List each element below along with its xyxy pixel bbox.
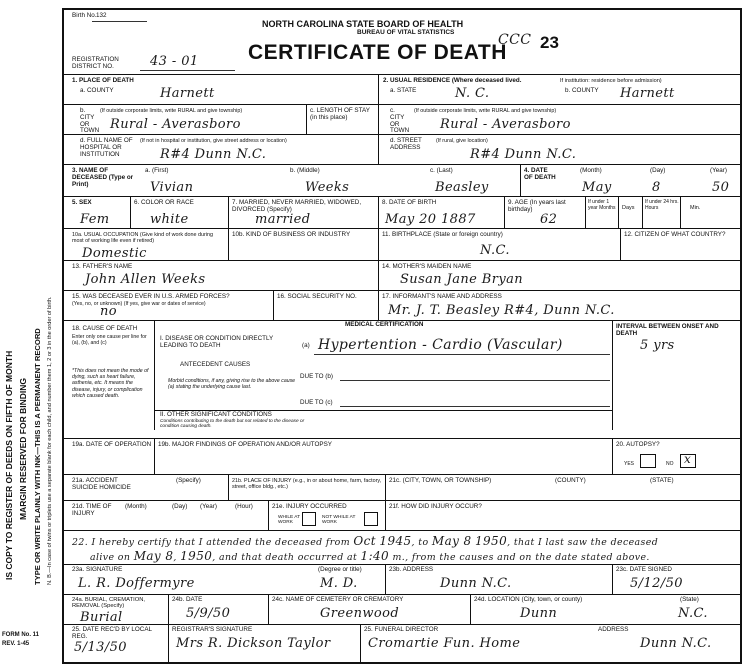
res-street-note: (If rural, give location): [436, 138, 488, 144]
due-to-c: DUE TO (c): [300, 399, 333, 406]
social-security-label: 16. SOCIAL SECURITY NO.: [277, 293, 357, 300]
injury-year-label: (Year): [200, 503, 217, 510]
pod-city-label: b. CITY OR TOWN: [80, 107, 100, 135]
registration-label: REGISTRATION DISTRICT NO.: [72, 56, 119, 70]
bureau-name: BUREAU OF VITAL STATISTICS: [357, 29, 455, 36]
death-month-value: May: [582, 180, 612, 195]
autopsy-no: NO: [666, 461, 674, 467]
signature-label: 23a. SIGNATURE: [72, 566, 123, 573]
res-city-note: (If outside corporate limits, write RURAL and give township): [414, 108, 557, 114]
sig-address-label: 23b. ADDRESS: [389, 566, 434, 573]
armed-forces-note: (Yes, no, or unknown) (If yes, give war or dates of service): [72, 301, 206, 307]
pod-county-value: Harnett: [160, 86, 215, 101]
cause-of-death-label: 18. CAUSE OF DEATH: [72, 325, 138, 332]
while-at-work-label: WHILE AT WORK: [278, 515, 300, 526]
form-revision: REV. 1-45: [2, 641, 30, 647]
due-to-b: DUE TO (b): [300, 373, 334, 380]
death-year-value: 50: [712, 180, 730, 195]
burial-date-label: 24b. DATE: [172, 596, 203, 603]
death-day-value: 8: [652, 180, 661, 195]
residence-label-note: If institution: residence before admission): [560, 78, 662, 84]
mother-label: 14. MOTHER'S MAIDEN NAME: [382, 263, 472, 270]
res-state-label: a. STATE: [390, 87, 417, 94]
res-city-label: c. CITY OR TOWN: [390, 107, 410, 135]
occupation-label: 10a. USUAL OCCUPATION (Give kind of work done during most of working life even if retired): [72, 232, 214, 244]
medical-cert-label: MEDICAL CERTIFICATION: [345, 321, 424, 328]
funeral-director-label: 25. FUNERAL DIRECTOR: [364, 626, 439, 633]
birth-date-value: May 20 1887: [385, 212, 476, 227]
birth-date-label: 8. DATE OF BIRTH: [382, 199, 437, 206]
place-of-death-label: 1. PLACE OF DEATH: [72, 77, 134, 84]
res-state-value: N. C.: [455, 86, 490, 101]
armed-forces-label: 15. WAS DECEASED EVER IN U.S. ARMED FORCES?: [72, 293, 230, 300]
location-value: Dunn: [520, 606, 558, 621]
last-name-label: c. (Last): [430, 167, 453, 174]
injury-day-label: (Day): [172, 503, 188, 510]
attest-line-2: alive on May 8, 1950, and that death occurred at 1:40 m., from the causes and on the date stated above.: [90, 549, 650, 563]
cause-note: Enter only one cause per line for (a), (b), and (c): [72, 334, 147, 346]
marital-value: married: [255, 212, 311, 227]
date-received-value: 5/13/50: [74, 640, 127, 655]
birthplace-label: 11. BIRTHPLACE (State or foreign country): [382, 231, 503, 238]
injury-how-label: 21f. HOW DID INJURY OCCUR?: [389, 503, 482, 510]
cemetery-label: 24c. NAME OF CEMETERY OR CREMATORY: [272, 596, 404, 603]
certificate-number-hand: CCC: [498, 32, 532, 48]
age-months-label: If under 1 year Months: [588, 199, 616, 211]
operation-date-label: 19a. DATE OF OPERATION: [72, 441, 152, 448]
autopsy-yes-box[interactable]: [640, 454, 656, 468]
cemetery-value: Greenwood: [320, 606, 400, 621]
disease-label: I. DISEASE OR CONDITION DIRECTLY LEADING TO DEATH: [160, 335, 274, 349]
pod-county-label: a. COUNTY: [80, 87, 114, 94]
sex-label: 5. SEX: [72, 199, 92, 206]
while-at-work-box[interactable]: [302, 512, 316, 526]
accident-label: 21a. ACCIDENT SUICIDE HOMICIDE: [72, 477, 131, 491]
injury-county-label: (COUNTY): [555, 477, 586, 484]
armed-forces-value: no: [100, 304, 117, 319]
autopsy-mark: x: [684, 452, 692, 466]
location-state-label: (State): [680, 596, 699, 603]
location-state-value: N.C.: [678, 606, 708, 621]
death-month-label: (Month): [580, 167, 602, 174]
informant-label: 17. INFORMANT'S NAME AND ADDRESS: [382, 293, 502, 300]
injury-place-label: 21b. PLACE OF INJURY (e.g., in or about home, farm, factory, street, office bldg., etc.): [232, 478, 382, 490]
burial-date-value: 5/9/50: [186, 606, 231, 621]
res-city-value: Rural - Averasboro: [440, 117, 571, 132]
pod-city-note: (If outside corporate limits, write RURAL and give township): [100, 108, 243, 114]
middle-name-label: b. (Middle): [290, 167, 320, 174]
date-received-label: 25. DATE REC'D BY LOCAL REG.: [72, 626, 152, 640]
death-date-label: 4. DATE OF DEATH: [524, 167, 556, 181]
race-label: 6. COLOR OR RACE: [134, 199, 194, 206]
father-label: 13. FATHER'S NAME: [72, 263, 133, 270]
date-signed-label: 23c. DATE SIGNED: [616, 566, 672, 573]
father-value: John Allen Weeks: [85, 272, 206, 287]
birth-no-value: 132: [96, 12, 107, 19]
middle-name-value: Weeks: [305, 180, 350, 195]
form-number: FORM No. 11: [2, 632, 40, 638]
autopsy-label: 20. AUTOPSY?: [616, 441, 660, 448]
burial-value: Burial: [80, 610, 123, 625]
certificate-title: CERTIFICATE OF DEATH: [248, 41, 507, 64]
race-value: white: [150, 212, 189, 227]
marital-label: 7. MARRIED, NEVER MARRIED, WIDOWED, DIVORCED (Specify): [232, 199, 362, 213]
injury-time-label: 21d. TIME OF INJURY: [72, 503, 112, 517]
antecedent-note: Morbid conditions, if any, giving rise to the above cause (a) stating the underlying cause last.: [168, 378, 296, 390]
attest-line-1: 22. I hereby certify that I attended the deceased from Oct 1945, to May 8 1950, that I last saw the deceased: [72, 534, 659, 548]
res-county-label: b. COUNTY: [565, 87, 599, 94]
pod-hospital-value: R#4 Dunn N.C.: [160, 147, 267, 162]
birth-no-label: Birth No.: [72, 12, 97, 19]
registrar-sig-value: Mrs R. Dickson Taylor: [176, 636, 331, 651]
res-county-value: Harnett: [620, 86, 675, 101]
agency-name: NORTH CAROLINA STATE BOARD OF HEALTH: [262, 19, 464, 29]
injury-hour-label: (Hour): [235, 503, 253, 510]
side-note-margin: MARGIN RESERVED FOR BINDING: [18, 378, 28, 520]
location-label: 24d. LOCATION (City, town, or county): [474, 596, 583, 603]
certificate-number: 23: [540, 33, 559, 52]
signature-value: L. R. Doffermyre: [78, 576, 195, 591]
other-conditions-label: II. OTHER SIGNIFICANT CONDITIONS: [160, 411, 272, 418]
business-label: 10b. KIND OF BUSINESS OR INDUSTRY: [232, 231, 351, 238]
autopsy-yes: YES: [624, 461, 635, 467]
side-note-copy: IS COPY TO REGISTER OF DEEDS ON FIFTH OF MONTH: [4, 350, 14, 580]
last-name-value: Beasley: [435, 180, 489, 195]
other-conditions-note: Conditions contributing to the death but not related to the disease or condition causing death.: [160, 419, 305, 430]
death-year-label: (Year): [710, 167, 727, 174]
disease-value: Hypertention - Cardio (Vascular): [318, 337, 563, 353]
informant-value: Mr. J. T. Beasley R#4, Dunn N.C.: [388, 303, 615, 318]
degree-value: M. D.: [320, 576, 358, 591]
injury-city-label: 21c. (CITY, TOWN, OR TOWNSHIP): [389, 477, 492, 484]
injury-occurred-label: 21e. INJURY OCCURRED: [272, 503, 347, 510]
pod-city-value: Rural - Averasboro: [110, 117, 241, 132]
birthplace-value: N.C.: [480, 243, 510, 258]
citizen-label: 12. CITIZEN OF WHAT COUNTRY?: [624, 231, 726, 238]
director-address-value: Dunn N.C.: [640, 636, 712, 651]
interval-label: INTERVAL BETWEEN ONSET AND DEATH: [616, 323, 719, 337]
mode-note: *This does not mean the mode of dying, such as heart failure, asthenia, etc. It means the disease, injury, or complication which caused death.: [72, 368, 149, 399]
age-min-label: Min.: [690, 205, 701, 211]
injury-state-label: (STATE): [650, 477, 674, 484]
disease-mark: (a): [302, 342, 310, 349]
first-name-label: a. (First): [145, 167, 169, 174]
mother-value: Susan Jane Bryan: [400, 272, 523, 287]
interval-value: 5 yrs: [640, 338, 675, 353]
first-name-value: Vivian: [150, 180, 194, 195]
side-note-ink: TYPE OR WRITE PLAINLY WITH INK—THIS IS A PERMANENT RECORD: [33, 328, 42, 585]
funeral-director-value: Cromartie Fun. Home: [368, 636, 521, 651]
not-while-label: NOT WHILE AT WORK: [322, 515, 356, 526]
not-while-box[interactable]: [364, 512, 378, 526]
pod-stay-label: c. LENGTH OF STAY (in this place): [310, 107, 370, 121]
age-value: 62: [540, 212, 558, 227]
injury-month-label: (Month): [125, 503, 147, 510]
age-days-label: Days: [622, 205, 635, 211]
operation-findings-label: 19b. MAJOR FINDINGS OF OPERATION AND/OR AUTOPSY: [158, 441, 333, 448]
pod-hospital-label: d. FULL NAME OF HOSPITAL OR INSTITUTION: [80, 137, 133, 158]
age-label: 9. AGE (In years last birthday): [508, 199, 566, 213]
res-street-value: R#4 Dunn N.C.: [470, 147, 577, 162]
degree-label: (Degree or title): [318, 566, 362, 573]
occupation-value: Domestic: [82, 246, 147, 261]
side-note-twins: N. B.—In case of twins or triplets use a separate blank for each child, and number them 1, 2 or 3 in the order of birth.: [47, 296, 53, 585]
accident-specify: (Specify): [176, 477, 201, 484]
residence-label: 2. USUAL RESIDENCE (Where deceased lived.: [383, 77, 522, 84]
deceased-name-label: 3. NAME OF DECEASED (Type or Print): [72, 167, 134, 188]
registrar-sig-label: REGISTRAR'S SIGNATURE: [172, 626, 253, 633]
sex-value: Fem: [80, 212, 110, 227]
pod-hospital-note: (If not in hospital or institution, give street address or location): [140, 138, 287, 144]
director-address-label: ADDRESS: [598, 626, 629, 633]
date-signed-value: 5/12/50: [630, 576, 683, 591]
death-day-label: (Day): [650, 167, 666, 174]
age-hours-label: If under 24 hrs. Hours: [645, 199, 679, 211]
registration-number: 43 - 01: [150, 54, 199, 69]
burial-label: 24a. BURIAL, CREMATION, REMOVAL (Specify): [72, 597, 146, 610]
antecedent-label: ANTECEDENT CAUSES: [180, 361, 251, 368]
res-street-label: d. STREET ADDRESS: [390, 137, 422, 151]
sig-address-value: Dunn N.C.: [440, 576, 512, 591]
